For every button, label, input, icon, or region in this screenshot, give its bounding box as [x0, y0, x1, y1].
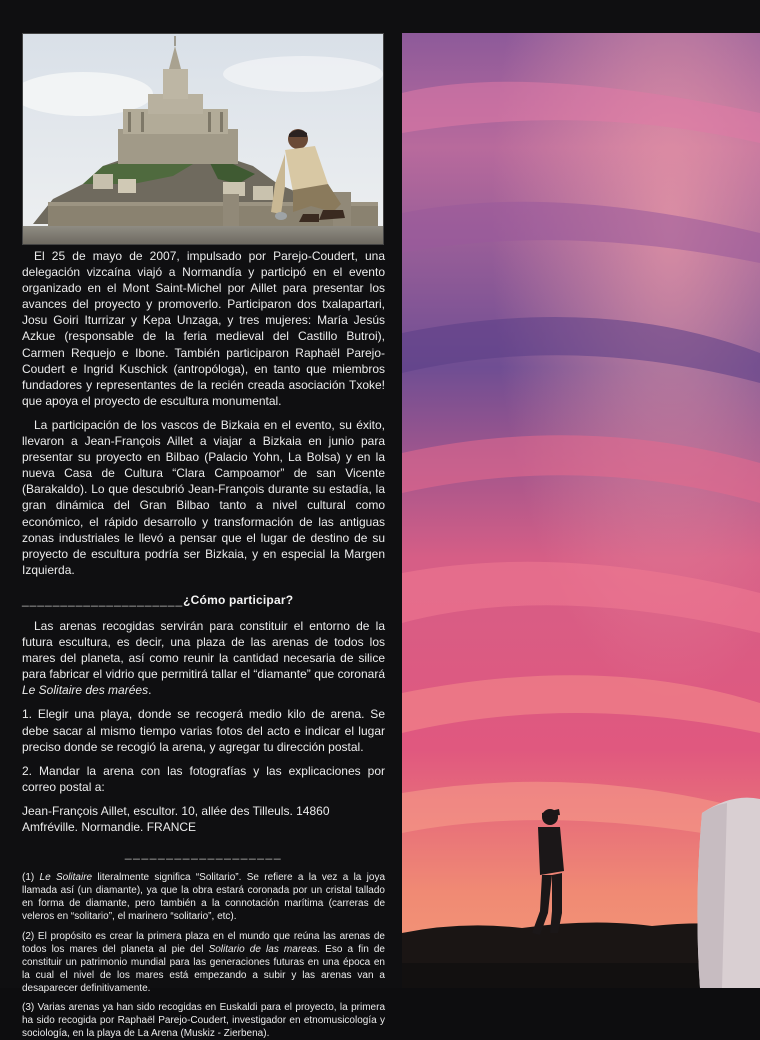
footnote-1-italic: Le Solitaire [39, 872, 93, 884]
intro-italic-title: Le Solitaire des marées [22, 683, 149, 698]
footnote-2-italic: Solitario de las mareas [208, 943, 318, 955]
footnote-3: (3) Varias arenas ya han sido recogidas en Euskaldi para el proyecto, la primera ha sido recogida por Raphaël Parejo-Coudert, investigador en etnomusicología y sociología, en la playa de La Arena (Muskiz - Zierbena). [22, 1002, 385, 1040]
section-heading [22, 592, 385, 608]
participation-intro [22, 618, 385, 698]
footnote-2 [22, 930, 385, 995]
paragraph-1: El 25 de mayo de 2007, impulsado por Parejo-Coudert, una delegación vizcaína viajó a Normandía y participó en el evento organizado en el Mont Saint-Michel por Aillet para presentar los avances del proyecto y promoverlo. Participaron dos txalapartari, Josu Goiri Iturrizar y Kepa Unzaga, y tres mujeres: María Jesús Azkue (responsable de la feria medieval del Castillo Butroi), Carmen Requejo e Ibone. También participaron Raphaël Parejo-Coudert e Ingrid Kuschick (antropóloga), en tanto que miembros fundadores y representantes de la recién creada asociación Txoke! que apoya el proyecto de escultura monumental. [22, 249, 385, 408]
sunset-photo [402, 33, 760, 988]
notes-separator: ___________________ [124, 846, 283, 861]
article-column [22, 248, 385, 1040]
postal-address [22, 803, 385, 835]
mont-saint-michel-photo [22, 33, 384, 245]
footnote-2-text-b: . Eso a fin de constituir un patrimonio mundial para las generaciones futuras en una época en la cual el nivel de los mares está empezando a subir y las arenas van a desaparecer definitivamente. [22, 943, 385, 994]
step-1: 1. Elegir una playa, donde se recogerá medio kilo de arena. Se debe sacar al mismo tiempo varias fotos del acto e indicar el lugar preciso donde se recogió la arena, y agregar tu dirección postal. [22, 707, 385, 754]
photo-image-icon [23, 34, 383, 244]
footnote-1-text: literalmente significa “Solitario”. Se refiere a la vez a la joya llamada así (un diamante), ya que la obra estará coronada por un cristal tallado en forma de diamante, pero también a la connotación marítima (carreras de veleros en “solitario”, el marinero “solitario”, etc). [22, 872, 386, 923]
footnotes [22, 871, 385, 1040]
intro-text: Las arenas recogidas servirán para constituir el entorno de la futura escultura, es decir, una plaza de las arenas de todos los mares del planeta, así como reunir la cantidad necesaria de silice para fabricar el vidrio que permitirá tallar el “diamante” que coronará [22, 618, 385, 682]
step-2: 2. Mandar la arena con las fotografías y las explicaciones por correo postal a: [22, 763, 385, 794]
intro-end: . [148, 683, 152, 698]
footnote-1 [22, 871, 385, 923]
footnote-2-text-a: (2) El propósito es crear la primera plaza en el mundo que reúna las arenas de todos los mares del planeta al pie del [22, 930, 385, 955]
footnote-1-num: (1) [22, 872, 40, 884]
section-title: ¿Cómo participar? [183, 592, 294, 607]
steps [22, 706, 385, 835]
address-line-2: Amfréville. Normandie. FRANCE [22, 820, 197, 834]
paragraph-2: La participación de los vascos de Bizkaia en el evento, su éxito, llevaron a Jean-François Aillet a viajar a Bizkaia en junio para presentar su proyecto en Bilbao (Palacio Yohn, La Bolsa) y en la nueva Casa de Cultura “Clara Campoamor” de san Vicente (Barakaldo). Lo que descubrió Jean-François durante su estadía, la gran dinámica del Gran Bilbao tanto a nivel cultural como económico, el rápido desarrollo y transformación de las antiguas zonas industriales le llevó a pensar que el lugar de destino de su proyecto de escultura podría ser Bizkaia, y en especial la Margen Izquierda. [22, 417, 385, 577]
heading-dashes: _____________________ [22, 592, 184, 607]
photo-image-icon [402, 33, 760, 988]
address-line-1: Jean-François Aillet, escultor. 10, allée des Tilleuls. 14860 [22, 803, 330, 818]
